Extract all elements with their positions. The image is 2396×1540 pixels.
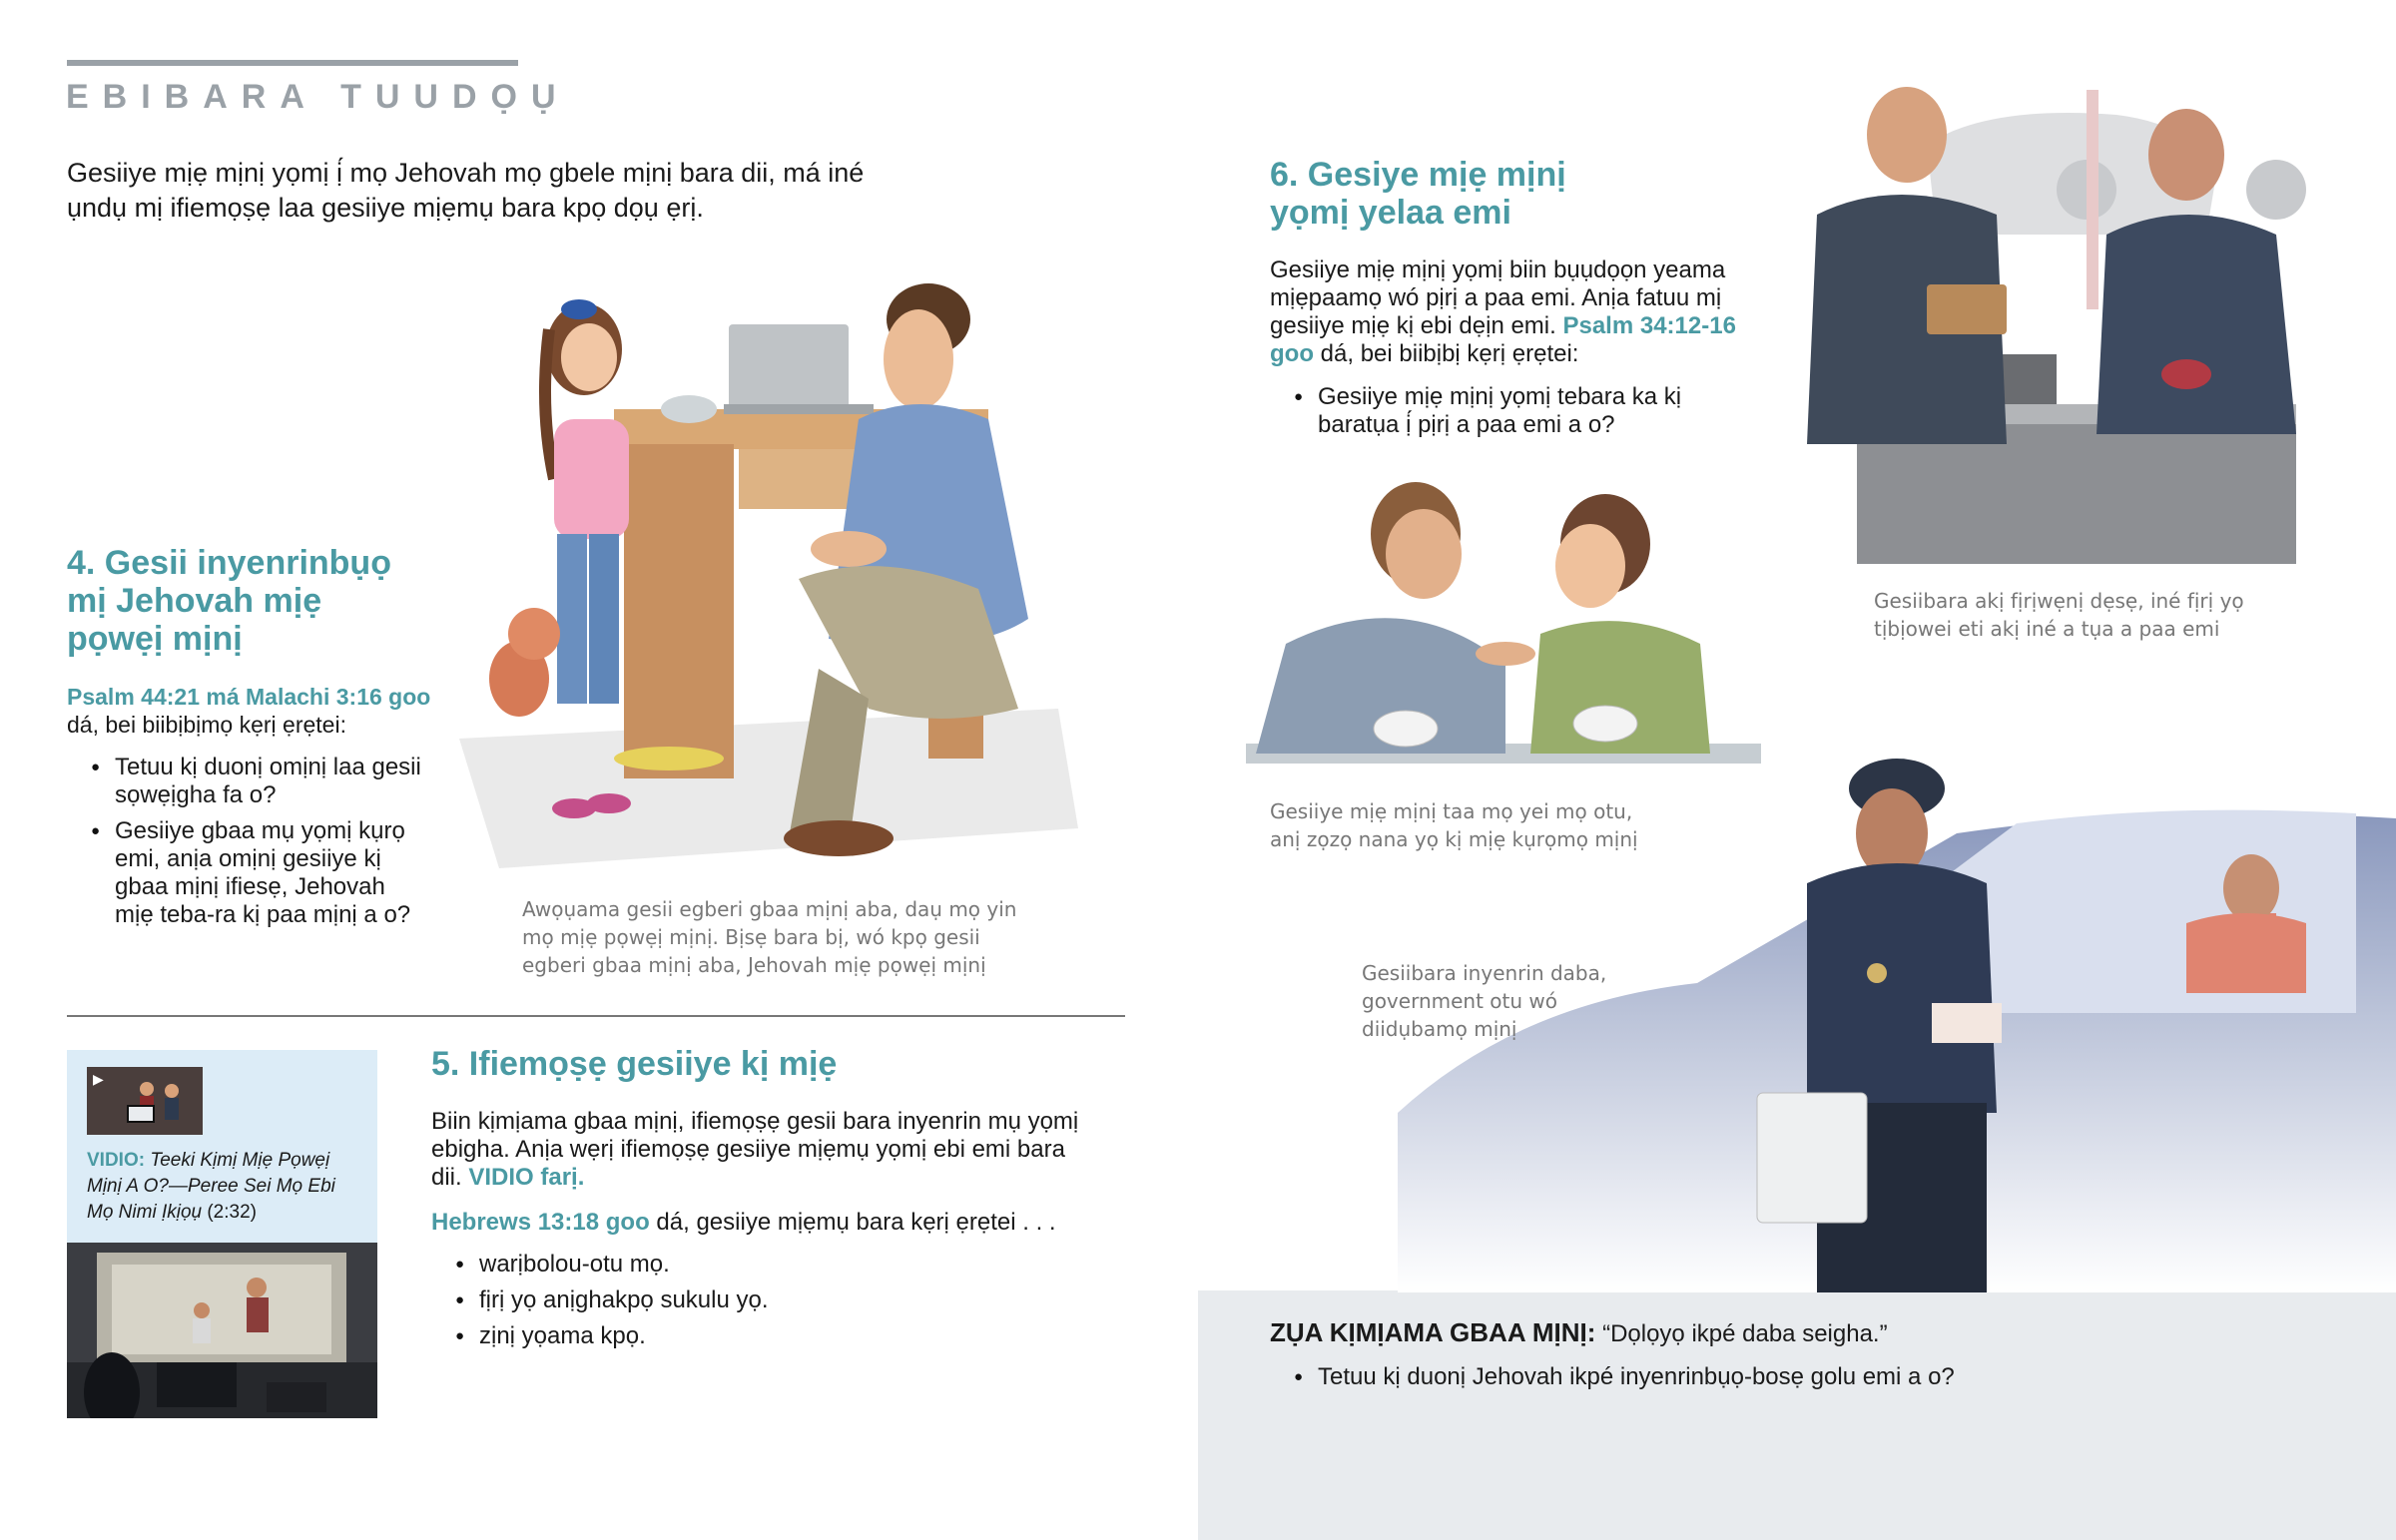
discussion-quote: “Dọlọyọ ikpé daba seigha.” [1602, 1320, 1888, 1347]
section4-lead: dá, bei biibịbịmọ kẹrị ẹrẹtei: [67, 712, 346, 738]
video-box[interactable] [67, 1050, 377, 1418]
section-divider [67, 1015, 1125, 1017]
section6-list [1294, 383, 1763, 439]
video-caption [87, 1148, 346, 1226]
illustration-mechanics [1797, 75, 2336, 574]
section6-text: Gesiiye mịẹ mịnị yọmị biin bụụdọọn yeama mịẹpaamọ wó pịrị a paa emi. Anịa fatuu mị gesiiye mịẹ kị ebi dẹịn emi. [1270, 257, 1726, 339]
discussion-list [1294, 1363, 2352, 1391]
section6-heading: 6. Gesiye mịẹ mịnị yọmị yelaa emi [1270, 156, 1566, 232]
list-item: ● zịnị yọama kpọ. [455, 1322, 1074, 1350]
list-item: ● fịrị yọ anịghakpọ sukulu yọ. [455, 1286, 1074, 1314]
section5-scripture-line [431, 1209, 1090, 1237]
section6-lead: dá, bei biibịbị kẹrị ẹrẹtei: [1320, 340, 1579, 367]
section6-paragraph [1270, 257, 1769, 368]
section5-heading: 5. Ifiemọṣẹ gesiiye kị mịẹ [431, 1045, 838, 1083]
section5-paragraph [431, 1108, 1090, 1192]
list-item: ● Gesiiye mịẹ mịnị yọmị tebara ka kị baratụa ị́ pịrị a paa emi a o? [1294, 383, 1763, 439]
video-thumbnail-small[interactable] [87, 1067, 203, 1135]
caption-mechanics: Gesiibara akị fịrịwẹnị dẹsẹ, iné fịrị yọ tịbịowei eti akị iné a tụa a paa emi [1874, 589, 2244, 641]
scripture-link[interactable]: Psalm 44:21 má Malachi 3:16 goo [67, 684, 431, 710]
section5-list [455, 1251, 1074, 1350]
header-rule [67, 60, 518, 66]
video-title[interactable]: Teeki Kịmị Mịẹ Pọwẹị Mịnị A O?—Peree Sei Mọ Ebi Mọ Nimi Ịkịọụ [87, 1150, 335, 1223]
intro-text: Gesiiye mịẹ mịnị yọmị ị́ mọ Jehovah mọ gbele mịnị bara dii, má iné ụndụ mị ifiemọṣẹ laa gesiiye mịẹmụ bara kpọ dọụ ẹrị. [67, 158, 865, 223]
section4-question-list [91, 754, 430, 929]
video-label: VIDIO: [87, 1150, 146, 1171]
video-duration: (2:32) [207, 1202, 257, 1223]
play-icon[interactable]: ▶ [93, 1071, 104, 1087]
discussion-prompt [1270, 1318, 2348, 1348]
list-item: ● Gesiiye gbaa mụ yọmị kụrọ emi, anịa omịnị gesiiye kị gbaa mịnị ifiesẹ, Jehovah mịẹ teba-ra kị paa mịnị a o? [91, 817, 430, 929]
caption-girl-father: Awọụama gesii egberi gbaa mịnị aba, daụ mọ yin mọ mịẹ pọwẹị mịnị. Bịsẹ bara bị, wó kpọ gesii egberi gbaa mịnị aba, Jehovah mịẹ pọwẹị mịnị [522, 897, 1017, 977]
scripture-link[interactable]: Psalm 34:12-16 goo [1270, 312, 1736, 367]
section4-scripture-line [67, 683, 436, 739]
list-item: ● Tetuu kị duonị omịnị laa gesii sọwẹịgha fa o? [91, 754, 430, 809]
video-thumbnail-large[interactable] [67, 1243, 377, 1418]
illustration-girl-father [439, 269, 1098, 878]
discussion-label: ZỤA KỊMỊAMA GBAA MỊNỊ: [1270, 1317, 1596, 1347]
section5-lead: dá, gesiiye mịẹmụ bara kẹrị ẹrẹtei . . . [656, 1209, 1056, 1236]
section5-text: Biin kịmịama gbaa mịnị, ifiemọṣẹ gesii bara inyenrin mụ yọmị ebigha. Anịa wẹrị ifiemọṣẹ gesiiye mịẹmụ yọmị ebi emi bara dii. [431, 1108, 1079, 1191]
page-header-title: EBIBARA TUUDỌỤ [66, 78, 570, 116]
illustration-couple [1246, 474, 1761, 764]
list-item: ● Tetuu kị duonị Jehovah ikpé inyenrinbụọ-bosẹ golu emi a o? [1294, 1363, 2352, 1391]
video-link[interactable]: VIDIO farị. [468, 1164, 585, 1191]
list-item: ● warịbolou-otu mọ. [455, 1251, 1074, 1279]
scripture-link[interactable]: Hebrews 13:18 goo [431, 1209, 650, 1236]
section4-heading: 4. Gesii inyenrinbụọ mị Jehovah mịẹ pọwẹị mịnị [67, 544, 391, 658]
caption-police: Gesiibara inyenrin daba, government otu wó diidụbamọ mịnị [1362, 961, 1607, 1041]
caption-couple: Gesiiye mịẹ mịnị taa mọ yei mọ otu, anị zọzọ nana yọ kị mịẹ kụrọmọ mịnị [1270, 799, 1638, 851]
